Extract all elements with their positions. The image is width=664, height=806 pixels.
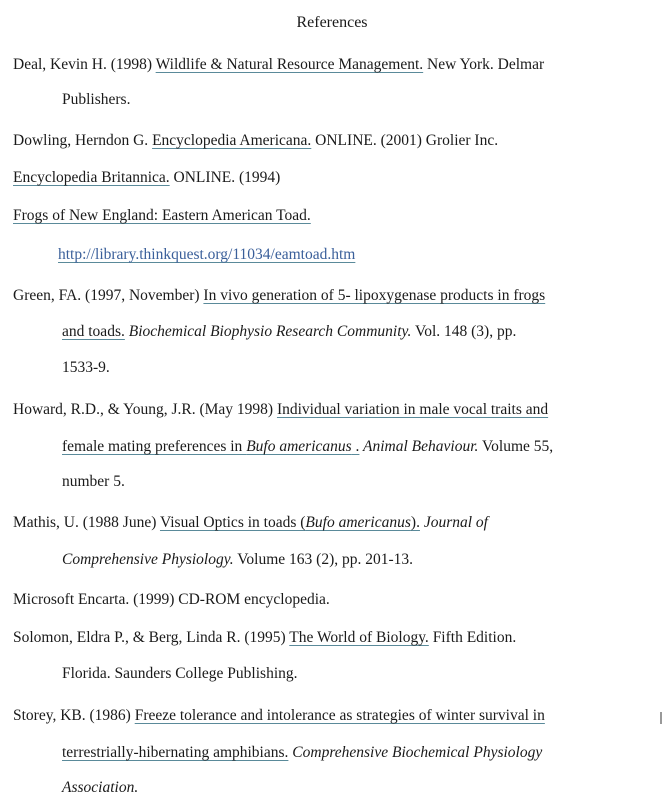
reference-britannica — [13, 168, 280, 188]
reference-title-cont: and toads. — [62, 323, 125, 340]
reference-green-line-3 — [62, 358, 110, 378]
journal-name: Comprehensive Biochemical Physiology — [288, 744, 543, 761]
publisher-info: Florida. Saunders College Publishing. — [62, 665, 298, 682]
author-year: Storey, KB. (1986) — [13, 707, 135, 724]
journal-name: Biochemical Biophysio Research Community. — [124, 323, 412, 340]
volume-info: Vol. 148 (3), pp. — [411, 323, 517, 340]
reference-title: Freeze tolerance and intolerance as strategies of winter survival in — [134, 707, 545, 724]
reference-dowling — [13, 131, 498, 151]
reference-frogs-line-2 — [58, 245, 355, 265]
reference-storey-line-2 — [62, 743, 542, 763]
publisher-info: Publishers. — [62, 91, 131, 108]
author-year: Solomon, Eldra P., & Berg, Linda R. (1995) — [13, 629, 290, 646]
reference-deal-line-2 — [62, 90, 130, 110]
reference-mathis-line-2 — [62, 550, 413, 570]
reference-storey-line-1 — [13, 706, 545, 726]
author-year: Mathis, U. (1988 June) — [13, 514, 160, 531]
journal-name-cont: Comprehensive Physiology. — [62, 551, 234, 568]
title-end: ). — [410, 514, 420, 531]
pages-info: 1533-9. — [62, 359, 110, 376]
reference-encarta — [13, 590, 330, 610]
reference-green-line-2 — [62, 322, 516, 342]
reference-storey-line-3 — [62, 778, 138, 798]
journal-name: Animal Behaviour. — [359, 438, 479, 455]
reference-frogs-line-1 — [13, 206, 311, 226]
reference-title: Encyclopedia Americana. — [152, 132, 312, 149]
reference-solomon-line-2 — [62, 664, 298, 684]
reference-title-cont: terrestrially-hibernating amphibians. — [62, 744, 289, 761]
author: Dowling, Herndon G. — [13, 132, 153, 149]
reference-title: Encyclopedia Britannica. — [13, 169, 170, 186]
reference-title: In vivo generation of 5- lipoxygenase products in frogs — [203, 287, 546, 304]
source-info: ONLINE. (1994) — [169, 169, 281, 186]
scan-mark — [660, 712, 662, 724]
page-title: References — [296, 14, 368, 31]
journal-name-cont: Association. — [62, 779, 139, 796]
source-info: ONLINE. (2001) Grolier Inc. — [311, 132, 499, 149]
species-name: Bufo americanus — [246, 438, 352, 455]
author-year: Howard, R.D., & Young, J.R. (May 1998) — [13, 401, 277, 418]
author-year: Deal, Kevin H. (1998) — [13, 56, 156, 73]
author-year: Green, FA. (1997, November) — [13, 287, 204, 304]
number-info: number 5. — [62, 473, 125, 490]
reference-howard-line-2 — [62, 437, 553, 457]
reference-title: The World of Biology. — [289, 629, 429, 646]
title-end: . — [351, 438, 360, 455]
reference-howard-line-3 — [62, 472, 125, 492]
edition-info: Fifth Edition. — [428, 629, 517, 646]
reference-title: Frogs of New England: Eastern American Toad. — [13, 207, 311, 224]
reference-title: Individual variation in male vocal traits and — [276, 401, 549, 418]
publisher-info: New York. Delmar — [423, 56, 545, 73]
species-name: Bufo americanus — [305, 514, 411, 531]
reference-solomon-line-1 — [13, 628, 516, 648]
volume-info: Volume 55, — [478, 438, 554, 455]
reference-deal-line-1 — [13, 55, 544, 75]
reference-green-line-1 — [13, 286, 545, 306]
reference-text: Microsoft Encarta. (1999) CD-ROM encyclopedia. — [13, 591, 330, 608]
reference-mathis-line-1 — [13, 513, 488, 533]
journal-name: Journal of — [419, 514, 488, 531]
reference-howard-line-1 — [13, 400, 548, 420]
reference-title: Wildlife & Natural Resource Management. — [155, 56, 424, 73]
reference-title: Visual Optics in toads ( — [159, 514, 306, 531]
reference-url-link[interactable]: http://library.thinkquest.org/11034/eamtoad.htm — [58, 246, 356, 263]
reference-title-cont: female mating preferences in — [62, 438, 247, 455]
volume-info: Volume 163 (2), pp. 201-13. — [233, 551, 414, 568]
